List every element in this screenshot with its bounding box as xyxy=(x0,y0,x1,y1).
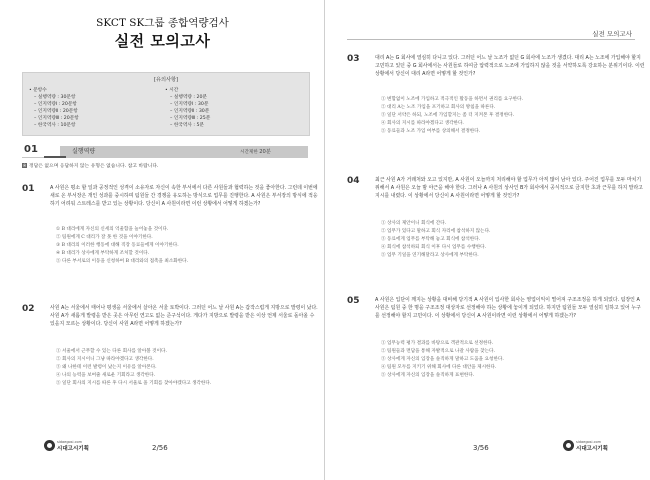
answer-option[interactable]: ④ 회사의 지시를 따라야겠다고 생각한다. xyxy=(381,120,464,126)
notice-line: – 한국역사 : 10문항 xyxy=(34,122,76,128)
answer-option[interactable]: ① B 대리에게 자신의 신세의 억울함을 늘어놓을 것이다. xyxy=(56,227,169,232)
publisher-name: 시대고시기획 xyxy=(57,446,89,452)
question-text: 사원 A는 서울에서 태어나 평생을 서울에서 살아온 서울 토박이다. 그러던 어느 날 사원 A는 갑작스럽게 지방으로 발령이 났다. 사원 A가 새롭게 발령을 받은 곳은 아무런 연고도 없는 준구석이다. 게다가 지방으로 발령을 받은 이상 언제 서울로 돌아올 수 있을지 모르는 상황이다. 당신이 사원 A라면 어떻게 하겠는가? xyxy=(50,305,318,327)
answer-option[interactable]: ② 팀원들과 면담을 통해 자발적으로 나갈 사람을 찾는다. xyxy=(381,348,495,354)
time-limit-prefix: 시간제한 xyxy=(240,150,258,155)
notice-line: • 문항수 xyxy=(29,88,47,93)
answer-option[interactable]: ⑤ 상사에게 자신의 입장을 솔직하게 표현한다. xyxy=(381,372,475,378)
notice-line: – 실행역량 : 20분 xyxy=(170,94,207,100)
notice-line: – 인지역량Ⅱ : 20문항 xyxy=(34,108,78,114)
answer-option[interactable]: ③ 동료에게 업무를 부탁해 놓고 회식에 참석한다. xyxy=(381,236,481,242)
answer-option[interactable]: ⑤ 업무 기일을 연기해달라고 상사에게 부탁한다. xyxy=(381,252,479,258)
publisher-site: sidaegosi.com xyxy=(576,440,602,444)
book-title: SKCT SK그룹 종합역량검사 xyxy=(96,17,229,29)
publisher-site: sidaegosi.com xyxy=(57,440,83,444)
question-text: 최근 사원 A가 거래처와 오고 있지만, A 사원이 오늘까지 처리해야 할 업무가 아직 많이 남아 있다. 주어진 업무를 모두 마치기 위해서 A 사원은 오늘 밤 야근을 해야 한다. 그러나 A 사원의 상사인 B가 회사에서 공식적으로 금지한 초과 근무를 하지 말라고 지시를 내렸다. 이 상황에서 당신이 A 사원이라면 어떻게 할 것인가? xyxy=(375,177,643,199)
time-limit-value: 20분 xyxy=(259,149,271,155)
answer-option[interactable]: ④ 나의 능력을 보여줄 새로운 기회라고 생각한다. xyxy=(56,372,156,378)
question-number: 03 xyxy=(347,54,360,64)
answer-option[interactable]: ② 팀원에게 C 대리가 잘 못 한 것을 이야기한다. xyxy=(56,234,153,240)
notice-question-count xyxy=(29,88,79,129)
notice-line: – 인지역량Ⅲ : 25분 xyxy=(170,115,211,121)
question-number: 05 xyxy=(347,296,360,306)
notice-line: – 한국역사 : 5분 xyxy=(170,122,205,128)
question-text: 대리 A는 G 회사에 열심히 다니고 있다. 그러던 어느 날 노조가 없던 G 회사에 노조가 생겼다. 대리 A는 노조에 가입해야 할지 고민하고 있던 중 G 회사에서는 사원들로 하여금 압력적으로 노조에 가입하지 않을 것을 서약하도록 강요하는 분위기이다. 이런 상황에서 당신이 대리 A라면 어떻게 할 것인가? xyxy=(375,55,645,77)
page-number: 3/56 xyxy=(473,444,489,452)
notice-line: – 인지역량Ⅱ : 30분 xyxy=(170,108,210,114)
answer-option[interactable]: ⑤ 동료들과 노조 가입 여부를 상의해서 결정한다. xyxy=(381,128,481,134)
publisher-icon xyxy=(44,440,55,451)
answer-option[interactable]: ⑤ 다른 부서로의 이동을 신청하여 B 대리와의 접촉을 최소화한다. xyxy=(56,258,189,264)
publisher-logo xyxy=(563,440,618,454)
notice-time-limits xyxy=(165,88,210,129)
answer-option[interactable]: ③ 상사에게 자신의 입장을 솔직하게 말하고 도움을 요청한다. xyxy=(381,356,504,362)
answer-option[interactable]: ① 변함없이 노조에 가입하고 적극적인 활동을 하면서 권리를 요구한다. xyxy=(381,97,523,102)
notice-line: – 인지역량Ⅰ : 20문항 xyxy=(34,101,77,107)
answer-option[interactable]: ④ B 대리가 상사에게 부탁하게 조처할 것이다. xyxy=(56,250,150,256)
question-text: A 사원은 평소 할 일과 공정적인 성격이 소유자로 자신이 속한 부서에서 다른 사원들과 협력하는 것을 좋아한다. 그런데 이번에 새로 온 부서장은 개인 성과를 중시하며 팀원들 간 경쟁을 유도하는 방식으로 업무를 진행한다. A 사원은 부서장의 방식에 적응하기 어려워 스트레스를 받고 있는 상황이다. 당신이 A 사원이라면 이런 상황에서 어떻게 하겠는가? xyxy=(50,185,318,207)
answer-options xyxy=(56,348,306,388)
publisher-icon xyxy=(563,440,574,451)
answer-options xyxy=(381,96,631,136)
answer-option[interactable]: ① 상사의 제안이니 회식에 간다. xyxy=(381,221,447,226)
answer-option[interactable]: ③ B 대리의 이러한 행동에 대해 직장 동료들에게 이야기한다. xyxy=(56,242,179,248)
book-subtitle: 실전 모의고사 xyxy=(114,32,211,50)
notice-heading: [유의사항] xyxy=(153,77,179,83)
answer-option[interactable]: ① 업무능력 평가 결과를 바탕으로 객관적으로 선정한다. xyxy=(381,341,494,346)
publisher-name: 시대고시기획 xyxy=(576,446,608,452)
answer-options xyxy=(56,226,306,266)
section-label: 실행역량 xyxy=(72,148,96,155)
answer-option[interactable]: ② 대리 A는 노조 가입을 포기하고 회사의 방침을 따른다. xyxy=(381,104,496,110)
question-number: 04 xyxy=(347,176,360,186)
question-number: 02 xyxy=(22,304,35,314)
answer-option[interactable]: ② 업무가 있다고 말하고 회식 자리에 참석하지 않는다. xyxy=(381,228,491,234)
section-note-text: 정답은 없으며 응답하지 않는 유형은 없습니다. 참고 바랍니다. xyxy=(29,164,159,169)
answer-options xyxy=(381,220,631,260)
running-header: 실전 모의고사 xyxy=(592,30,632,38)
publisher-logo xyxy=(44,440,99,454)
question-number: 01 xyxy=(22,184,35,194)
notice-line: • 시간 xyxy=(165,88,179,93)
notice-line: – 인지역량Ⅰ : 30분 xyxy=(170,101,209,107)
section-note xyxy=(22,162,159,169)
answer-option[interactable]: ③ 일단 서약은 하되, 노조에 가입할지는 좀 더 지켜본 후 결정한다. xyxy=(381,112,515,118)
question-text: A 사원은 입단이 깨지는 상황을 대비해 당기적 A 사원이 입사한 회사는 영업이익이 떨어져 구조조정을 하게 되었다. 팀장인 A 사원은 팀원 중 한 명을 구조조정 대상자로 선정해야 하는 상황에 놓이게 되었다. 하지만 팀원들 모두 열심히 일하고 있어 누구를 선정해야 할지 고민이다. 이 상황에서 당신이 A 사원이라면 이런 상황에서 어떻게 하겠는가? xyxy=(375,297,641,319)
header-rule xyxy=(347,39,635,40)
right-page xyxy=(325,0,650,480)
notice-line: – 실행역량 : 30문항 xyxy=(34,94,76,100)
answer-options xyxy=(381,340,631,380)
notice-line: – 인지역량Ⅲ : 20문항 xyxy=(34,115,79,121)
section-time-limit xyxy=(240,146,271,158)
answer-option[interactable]: ③ 왜 나한테 이런 발령이 났는지 이유를 알아본다. xyxy=(56,364,157,370)
page-number: 2/56 xyxy=(152,444,168,452)
section-number: 01 xyxy=(22,143,60,157)
note-marker-icon: ※ xyxy=(22,163,27,168)
answer-option[interactable]: ② 회사의 지시이니 그냥 따라야겠다고 생각한다. xyxy=(56,356,154,362)
notice-box xyxy=(22,72,310,136)
answer-option[interactable]: ① 서울에서 근무할 수 있는 다른 회사를 알아볼 것이다. xyxy=(56,349,167,354)
answer-option[interactable]: ④ 회식에 참석하되 회식 이후 다시 업무를 수행한다. xyxy=(381,244,487,250)
answer-option[interactable]: ⑤ 일단 회사의 지시를 따른 후 다시 서울로 올 기회를 찾아야겠다고 생각한다. xyxy=(56,380,212,386)
answer-option[interactable]: ④ 팀원 모두를 지키기 위해 회사에 다른 대안을 제시한다. xyxy=(381,364,497,370)
